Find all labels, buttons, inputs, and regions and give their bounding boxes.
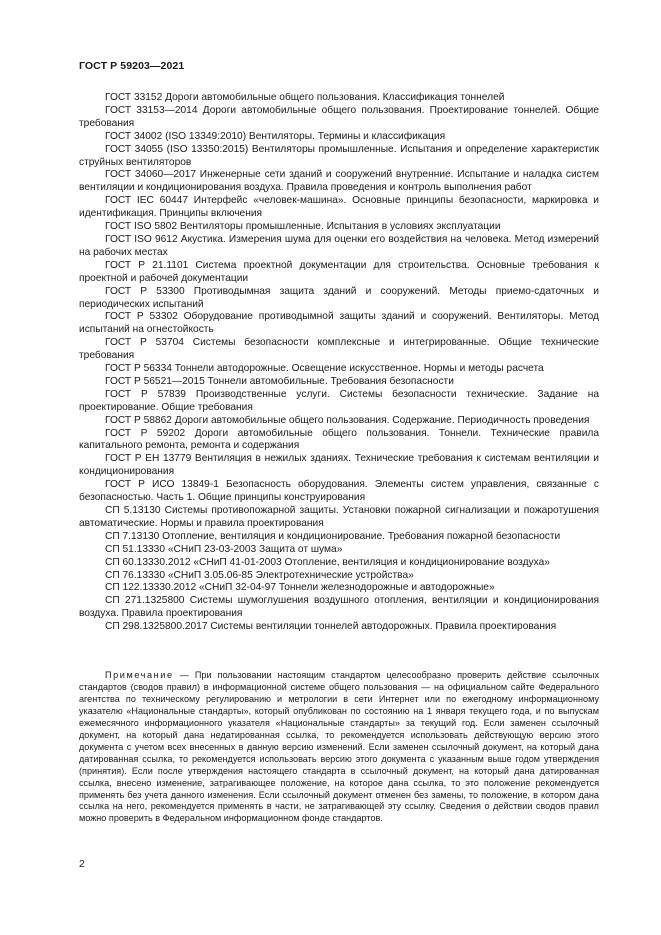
note-paragraph [79, 670, 599, 825]
reference-list [79, 92, 599, 634]
reference-item: ГОСТ Р 59202 Дороги автомобильные общего пользования. Тоннели. Технические правила капитального ремонта, ремонта и содержания [79, 427, 599, 452]
reference-item: ГОСТ ISO 9612 Акустика. Измерения шума для оценки его воздействия на человека. Метод измерений на рабочих местах [79, 233, 599, 258]
reference-item: ГОСТ Р 21.1101 Система проектной документации для строительства. Основные требования к проектной и рабочей документации [79, 259, 599, 284]
reference-item: ГОСТ 33152 Дороги автомобильные общего пользования. Классификация тоннелей [105, 92, 505, 103]
reference-item: СП 60.13330.2012 «СНиП 41-01-2003 Отопление, вентиляция и кондиционирование воздуха» [105, 556, 550, 568]
reference-item: ГОСТ 34002 (ISO 13349:2010) Вентиляторы. Термины и классификация [105, 130, 446, 142]
reference-item: СП 51.13330 «СНиП 23-03-2003 Защита от шума» [105, 543, 343, 555]
reference-item: ГОСТ Р 53704 Системы безопасности комплексные и интегрированные. Общие технические требования [79, 337, 599, 362]
reference-item: ГОСТ Р 53302 Оборудование противодымной защиты зданий и сооружений. Вентиляторы. Метод испытаний на огнестойкость [79, 311, 599, 336]
reference-item: СП 7.13130 Отопление, вентиляция и кондиционирование. Требования пожарной безопасности [105, 530, 561, 542]
reference-item: ГОСТ Р 56521—2015 Тоннели автомобильные. Требования безопасности [105, 375, 454, 387]
reference-item: ГОСТ Р 57839 Производственные услуги. Системы безопасности технические. Задание на проектирование. Общие требования [79, 388, 599, 413]
note-label: Примечание [105, 670, 174, 680]
reference-item: ГОСТ Р 58862 Дороги автомобильные общего пользования. Содержание. Периодичность проведения [105, 414, 590, 426]
reference-item: ГОСТ Р ЕН 13779 Вентиляция в нежилых зданиях. Технические требования к системам вентиляции и кондиционирования [79, 453, 599, 478]
reference-item: СП 298.1325800.2017 Системы вентиляции тоннелей автодорожных. Правила проектирования [105, 621, 557, 633]
reference-item: ГОСТ 34055 (ISO 13350:2015) Вентиляторы промышленные. Испытания и определение характеристик струйных вентиляторов [79, 143, 599, 168]
reference-item: ГОСТ Р 56334 Тоннели автодорожные. Освещение искусственное. Нормы и методы расчета [105, 363, 544, 375]
reference-item: СП 5.13130 Системы противопожарной защиты. Установки пожарной сигнализации и пожаротушения автоматические. Нормы и правила проектирования [79, 505, 599, 529]
reference-item: ГОСТ Р 53300 Противодымная защита зданий и сооружений. Методы приемо-сдаточных и периодических испытаний [79, 285, 599, 310]
page-number: 2 [79, 858, 85, 870]
reference-item: ГОСТ Р ИСО 13849-1 Безопасность оборудования. Элементы систем управления, связанные с безопасностью. Часть 1. Общие принципы конструирования [79, 479, 599, 504]
reference-item: СП 122.13330.2012 «СНиП 32-04-97 Тоннели железнодорожные и автодорожные» [105, 582, 495, 594]
reference-item: СП 76.13330 «СНиП 3.05.06-85 Электротехнические устройства» [105, 569, 414, 581]
reference-item: ГОСТ 34060—2017 Инженерные сети зданий и сооружений внутренние. Испытание и наладка систем вентиляции и кондиционирования воздуха. Правила проведения и контроль выполнения работ [79, 169, 599, 194]
reference-item: ГОСТ 33153—2014 Дороги автомобильные общего пользования. Проектирование тоннелей. Общие требования [79, 104, 599, 129]
reference-item: ГОСТ IEC 60447 Интерфейс «человек-машина». Основные принципы безопасности, маркировка и идентификация. Принципы включения [79, 195, 599, 220]
reference-item: ГОСТ ISO 5802 Вентиляторы промышленные. Испытания в условиях эксплуатации [105, 221, 501, 233]
document-header: ГОСТ Р 59203—2021 [79, 60, 185, 72]
note-text: — При пользовании настоящим стандартом целесообразно проверить действие ссылочных стандартов (сводов правил) в информационной системе общего пользования — на официальном сайте Федерального агентства по техническому регулированию и метрологии в сети Интернет или по ежегодному информационному указателю «Национальные стандарты», который опубликован по состоянию на 1 января текущего года, и по выпускам ежемесячного информационного указателя «Национальные стандарты» за текущий год. Если заменен ссылочный документ, на который дана недатированная ссылка, то рекомендуется использовать действующую версию этого документа с учетом всех внесенных в данную версию изменений. Если заменен ссылочный документ, на который дана датированная ссылка, то рекомендуется использовать версию этого документа с указанным выше годом утверждения (принятия). Если после утверждения настоящего стандарта в ссылочный документ, на который дана датированная ссылка, внесено изменение, затрагивающее положение, на которое дана ссылка, то это положение рекомендуется применять без учета данного изменения. Если ссылочный документ отменен без замены, то положение, в котором дана ссылка на него, рекомендуется применять в части, не затрагивающей эту ссылку. Сведения о действии сводов правил можно проверить в Федеральном информационном фонде стандартов. [79, 670, 599, 824]
reference-item: СП 271.1325800 Системы шумоглушения воздушного отопления, вентиляции и кондиционирования воздуха. Правила проектирования [79, 595, 599, 620]
